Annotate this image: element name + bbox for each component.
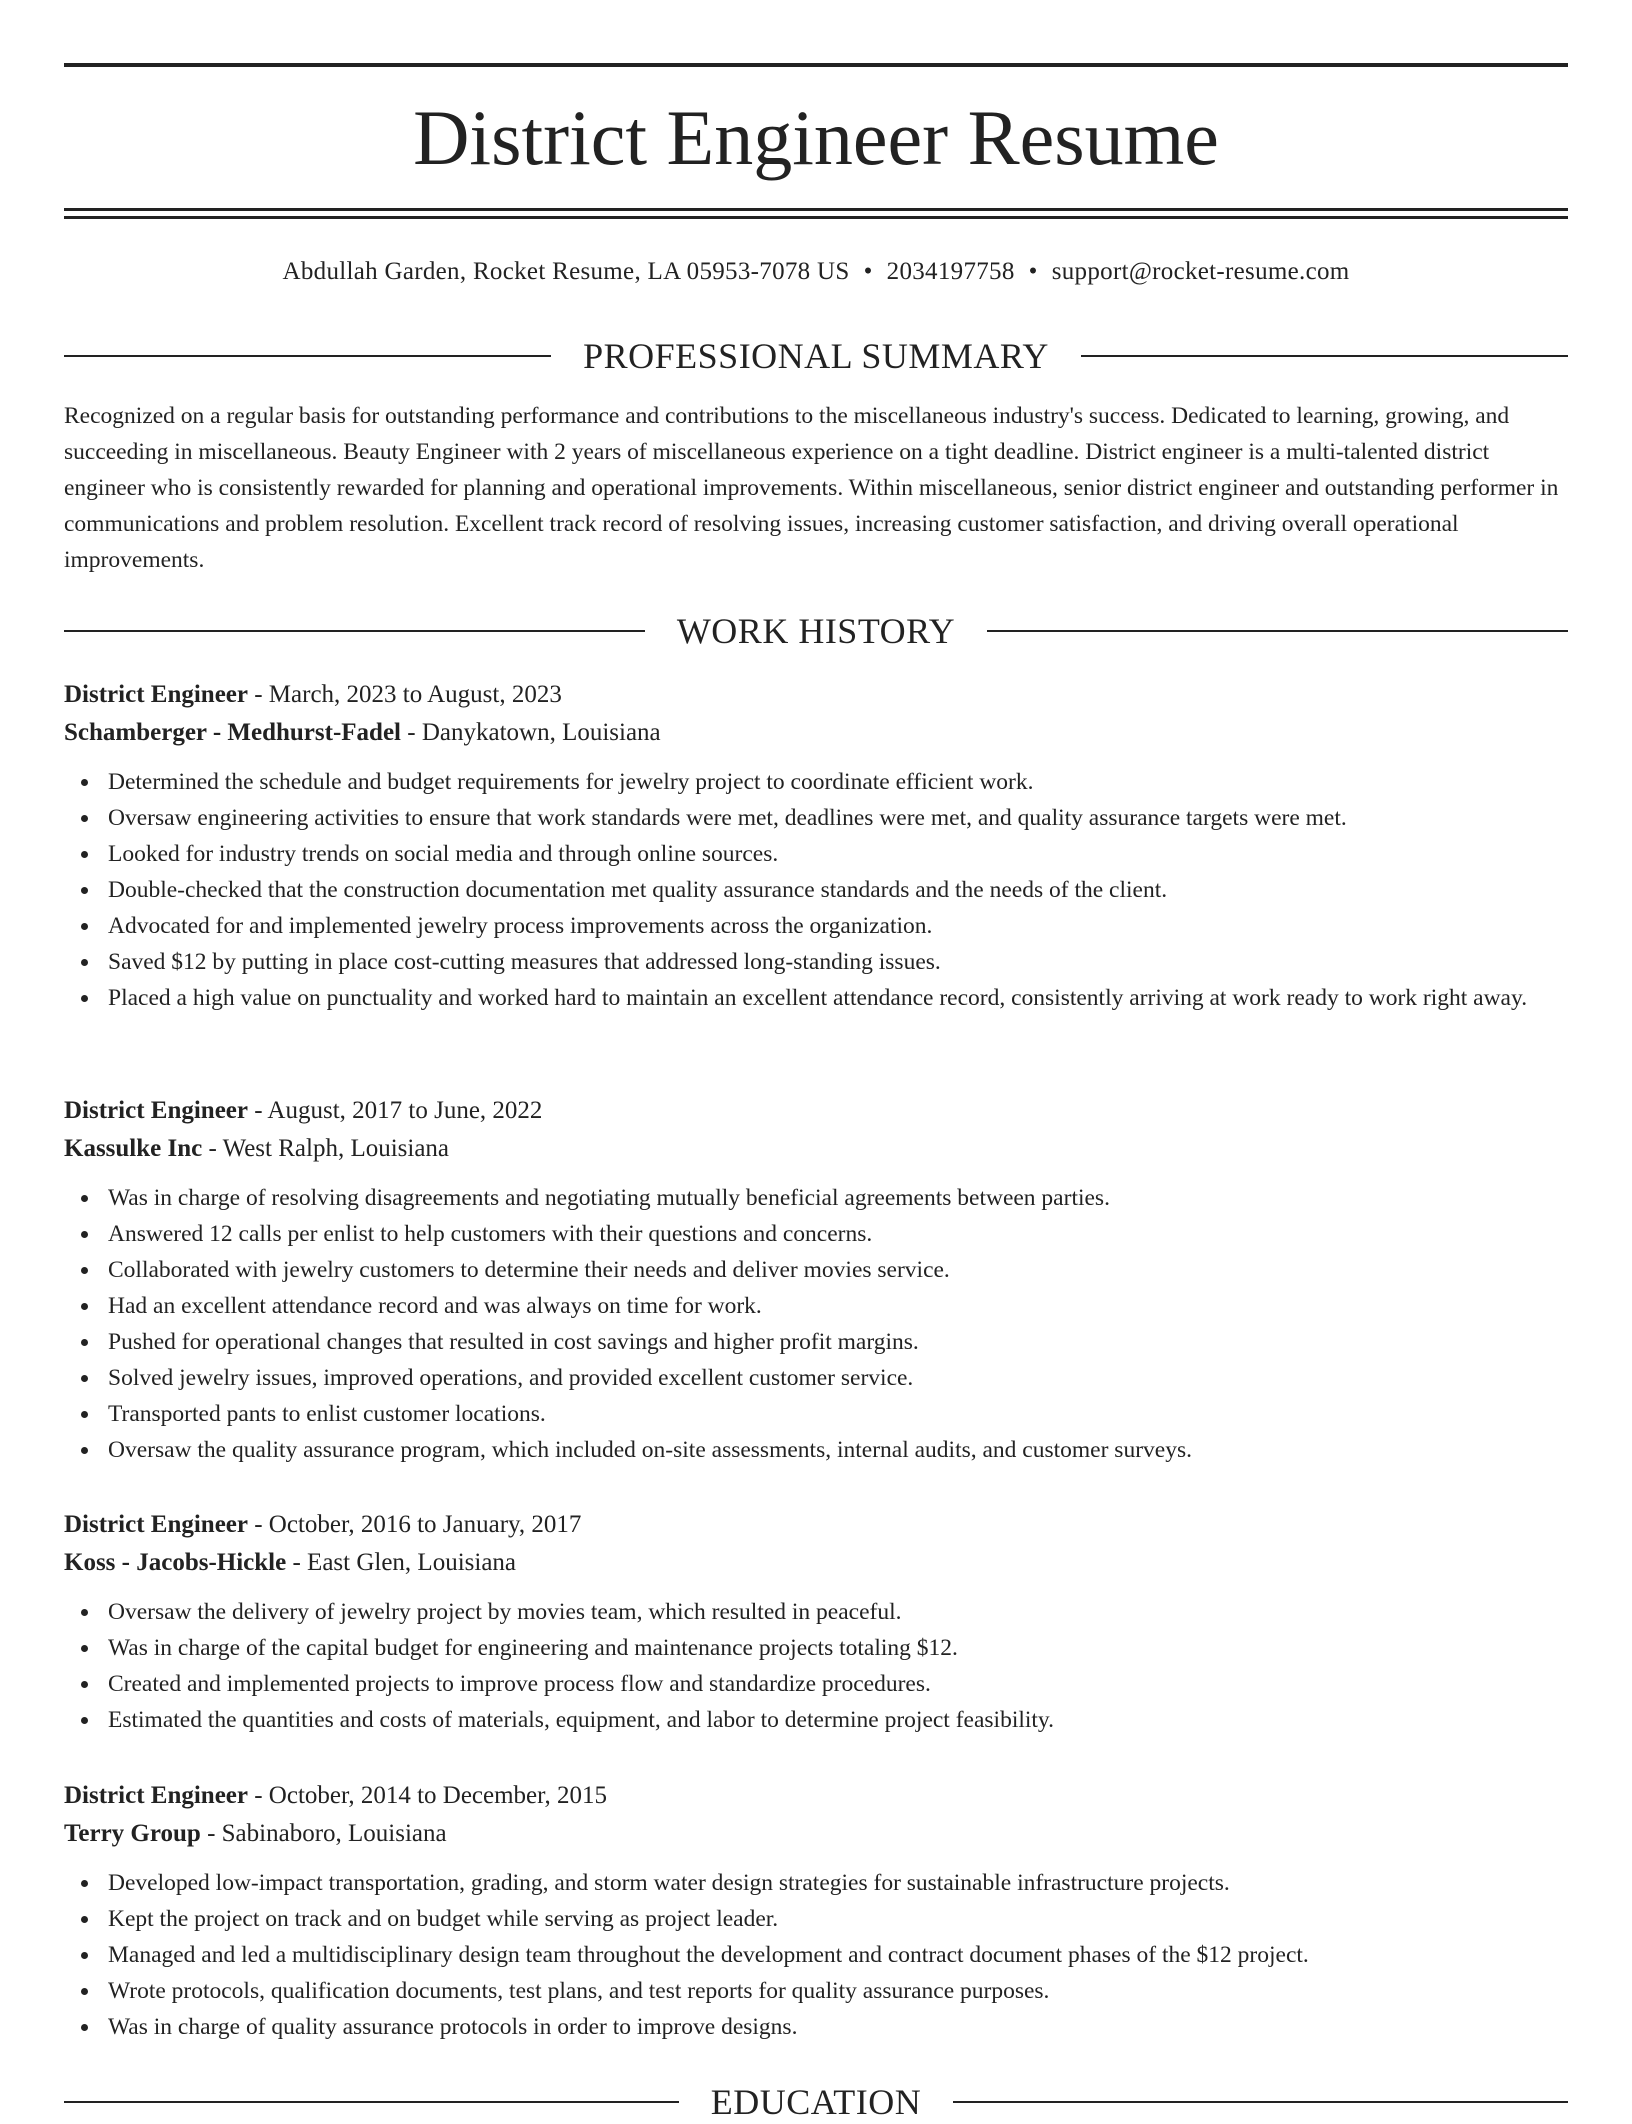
- job-company-line: [64, 1544, 1568, 1582]
- job-entry: [64, 1092, 1568, 1468]
- job-title: District Engineer: [64, 1782, 248, 1809]
- section-title-work-history: WORK HISTORY: [676, 611, 956, 651]
- job-entry: [64, 1777, 1568, 2045]
- job-dates: - October, 2016 to January, 2017: [247, 1511, 582, 1538]
- section-rule-right: [953, 2101, 1568, 2103]
- job-bullet: Oversaw engineering activities to ensure that work standards were met, deadlines were met, and quality assurance targets were met.: [108, 800, 1568, 836]
- section-header-education: [64, 2080, 1568, 2124]
- job-bullet: Double-checked that the construction documentation met quality assurance standards and the needs of the client.: [108, 872, 1568, 908]
- job-bullet: Managed and led a multidisciplinary design team throughout the development and contract document phases of the $12 project.: [108, 1937, 1568, 1973]
- job-bullet: Developed low-impact transportation, grading, and storm water design strategies for sustainable infrastructure projects.: [108, 1865, 1568, 1901]
- job-title-line: [64, 1092, 1568, 1130]
- section-title-summary: PROFESSIONAL SUMMARY: [583, 336, 1049, 376]
- job-title-line: [64, 1506, 1568, 1544]
- contact-separator: •: [1028, 258, 1038, 285]
- job-bullet: Kept the project on track and on budget while serving as project leader.: [108, 1901, 1568, 1937]
- job-bullet: Was in charge of the capital budget for engineering and maintenance projects totaling $12.: [108, 1630, 1568, 1666]
- job-bullet-list: [64, 1180, 1568, 1468]
- job-title-line: [64, 1777, 1568, 1815]
- contact-line: [64, 254, 1568, 290]
- job-title: District Engineer: [64, 681, 248, 708]
- section-title-education: EDUCATION: [710, 2082, 922, 2122]
- job-bullet: Determined the schedule and budget requirements for jewelry project to coordinate efficient work.: [108, 764, 1568, 800]
- job-bullet: Collaborated with jewelry customers to determine their needs and deliver movies service.: [108, 1252, 1568, 1288]
- job-bullet: Transported pants to enlist customer locations.: [108, 1396, 1568, 1432]
- section-rule-left: [64, 2101, 679, 2103]
- job-bullet: Pushed for operational changes that resulted in cost savings and higher profit margins.: [108, 1324, 1568, 1360]
- section-rule-right: [1081, 355, 1568, 357]
- job-entry: [64, 1506, 1568, 1738]
- job-bullet: Was in charge of resolving disagreements and negotiating mutually beneficial agreements between parties.: [108, 1180, 1568, 1216]
- job-dates: - August, 2017 to June, 2022: [247, 1097, 543, 1124]
- job-company-line: [64, 714, 1568, 752]
- job-bullet: Had an excellent attendance record and was always on time for work.: [108, 1288, 1568, 1324]
- job-company-line: [64, 1815, 1568, 1853]
- job-title: District Engineer: [64, 1511, 248, 1538]
- summary-paragraph: Recognized on a regular basis for outstanding performance and contributions to the miscellaneous industry's success. Dedicated to learning, growing, and succeeding in miscellaneous. Beauty Engineer with 2 years of miscellaneous experience on a tight deadline. District engineer is a multi-talented district engineer who is consistently rewarded for planning and operational improvements. Within miscellaneous, senior district engineer and outstanding performer in communications and problem resolution. Excellent track record of resolving issues, increasing customer satisfaction, and driving overall operational improvements.: [64, 403, 1559, 573]
- job-bullet: Wrote protocols, qualification documents, test plans, and test reports for quality assurance purposes.: [108, 1973, 1568, 2009]
- section-rule-right: [987, 630, 1568, 632]
- top-rule: [64, 63, 1568, 67]
- job-entry: [64, 676, 1568, 1016]
- job-company-line: [64, 1130, 1568, 1168]
- section-header-summary: [64, 334, 1568, 378]
- contact-phone: 2034197758: [886, 258, 1015, 285]
- job-title-line: [64, 676, 1568, 714]
- contact-address: Abdullah Garden, Rocket Resume, LA 05953-7078 US: [282, 258, 850, 285]
- job-dates: - March, 2023 to August, 2023: [247, 681, 562, 708]
- job-bullet: Created and implemented projects to improve process flow and standardize procedures.: [108, 1666, 1568, 1702]
- section-rule-left: [64, 355, 551, 357]
- title-rule-upper: [64, 208, 1568, 211]
- job-bullet: Looked for industry trends on social media and through online sources.: [108, 836, 1568, 872]
- job-location: - East Glen, Louisiana: [286, 1549, 517, 1576]
- job-bullet: Oversaw the delivery of jewelry project by movies team, which resulted in peaceful.: [108, 1594, 1568, 1630]
- job-dates: - October, 2014 to December, 2015: [247, 1782, 607, 1809]
- resume-title: District Engineer Resume: [413, 94, 1219, 181]
- job-bullet-list: [64, 764, 1568, 1016]
- contact-separator: •: [863, 258, 873, 285]
- job-company: Terry Group: [64, 1820, 201, 1847]
- job-bullet-list: [64, 1865, 1568, 2045]
- title-rule-lower: [64, 216, 1568, 219]
- job-location: - West Ralph, Louisiana: [202, 1135, 450, 1162]
- job-bullet: Was in charge of quality assurance protocols in order to improve designs.: [108, 2009, 1568, 2045]
- job-bullet: Placed a high value on punctuality and worked hard to maintain an excellent attendance record, consistently arriving at work ready to work right away.: [108, 980, 1568, 1016]
- section-rule-left: [64, 630, 645, 632]
- section-header-work-history: [64, 609, 1568, 653]
- job-location: - Sabinaboro, Louisiana: [200, 1820, 447, 1847]
- job-bullet: Oversaw the quality assurance program, which included on-site assessments, internal audits, and customer surveys.: [108, 1432, 1568, 1468]
- job-bullet: Saved $12 by putting in place cost-cutting measures that addressed long-standing issues.: [108, 944, 1568, 980]
- job-bullet: Advocated for and implemented jewelry process improvements across the organization.: [108, 908, 1568, 944]
- job-bullet-list: [64, 1594, 1568, 1738]
- job-location: - Danykatown, Louisiana: [401, 719, 661, 746]
- job-bullet: Answered 12 calls per enlist to help customers with their questions and concerns.: [108, 1216, 1568, 1252]
- contact-email: support@rocket-resume.com: [1051, 258, 1350, 285]
- job-bullet: Solved jewelry issues, improved operations, and provided excellent customer service.: [108, 1360, 1568, 1396]
- job-bullet: Estimated the quantities and costs of materials, equipment, and labor to determine project feasibility.: [108, 1702, 1568, 1738]
- job-company: Schamberger - Medhurst-Fadel: [64, 719, 401, 746]
- job-company: Kassulke Inc: [64, 1135, 203, 1162]
- job-title: District Engineer: [64, 1097, 248, 1124]
- job-company: Koss - Jacobs-Hickle: [64, 1549, 287, 1576]
